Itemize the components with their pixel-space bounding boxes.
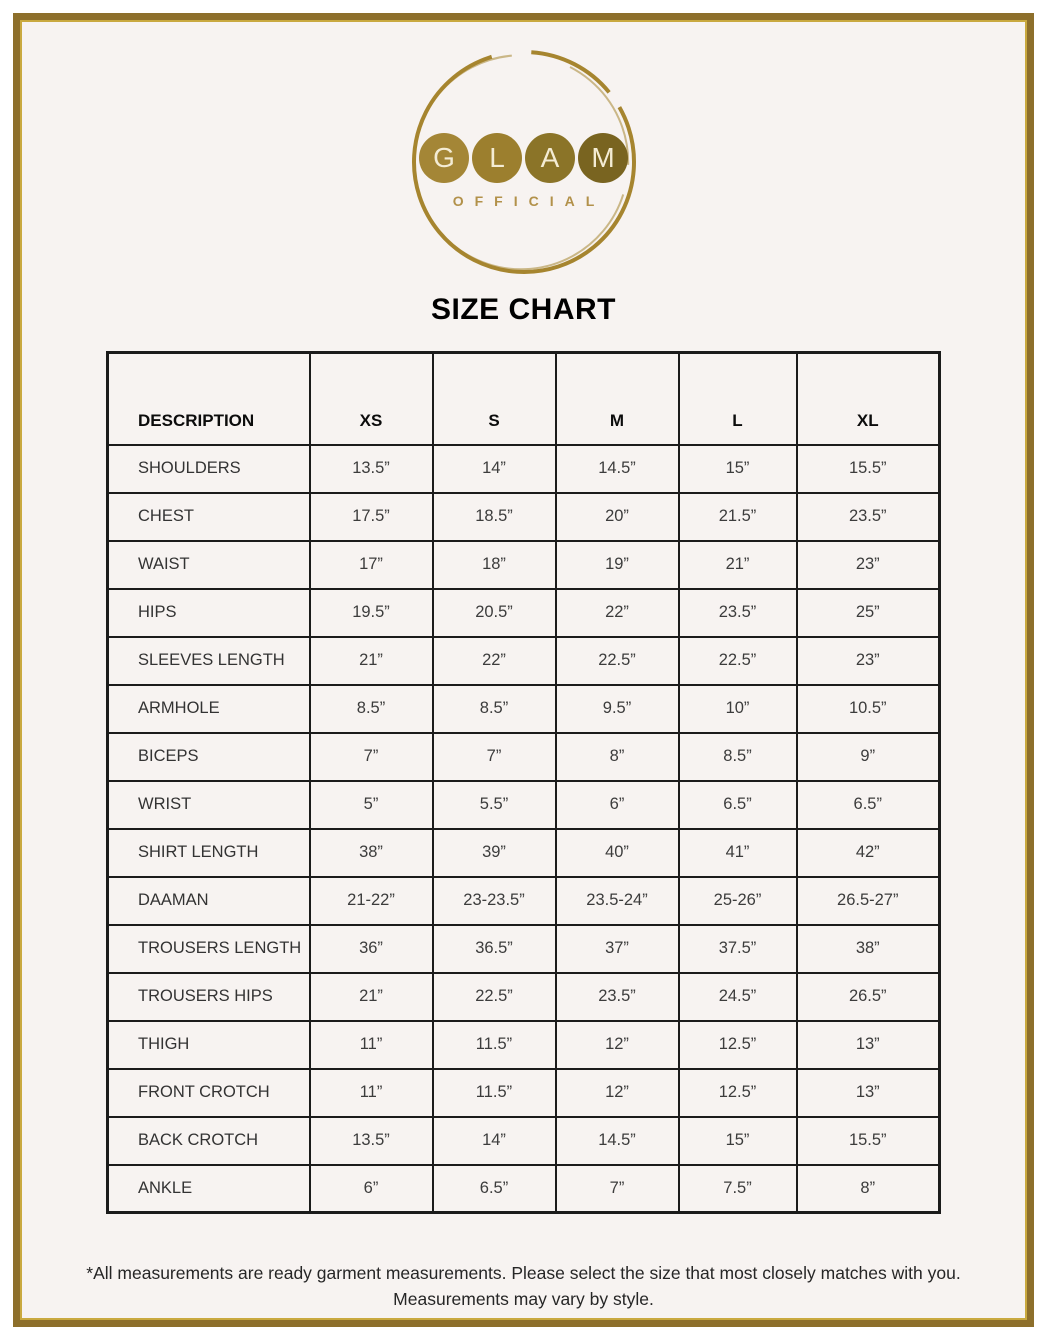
table-row — [108, 925, 940, 973]
row-label: DAAMAN — [108, 877, 310, 925]
cell-value: 7.5” — [679, 1165, 797, 1213]
column-header-xs: XS — [310, 353, 433, 445]
cell-value: 6.5” — [797, 781, 940, 829]
cell-value: 22.5” — [433, 973, 556, 1021]
logo-letter-circle: L — [472, 133, 522, 183]
cell-value: 21” — [679, 541, 797, 589]
cell-value: 36.5” — [433, 925, 556, 973]
cell-value: 13.5” — [310, 1117, 433, 1165]
cell-value: 36” — [310, 925, 433, 973]
cell-value: 10” — [679, 685, 797, 733]
cell-value: 5.5” — [433, 781, 556, 829]
cell-value: 17” — [310, 541, 433, 589]
footnote-line-1: *All measurements are ready garment measurements. Please select the size that most closely matches with you. — [86, 1263, 961, 1283]
logo-letters — [394, 133, 654, 183]
cell-value: 8.5” — [310, 685, 433, 733]
cell-value: 17.5” — [310, 493, 433, 541]
cell-value: 7” — [556, 1165, 679, 1213]
logo-letter-circle: A — [525, 133, 575, 183]
brand-logo — [394, 47, 654, 285]
row-label: CHEST — [108, 493, 310, 541]
cell-value: 22.5” — [556, 637, 679, 685]
cell-value: 8.5” — [433, 685, 556, 733]
row-label: FRONT CROTCH — [108, 1069, 310, 1117]
cell-value: 14.5” — [556, 1117, 679, 1165]
logo-letter-circle: M — [578, 133, 628, 183]
cell-value: 20.5” — [433, 589, 556, 637]
page-title: SIZE CHART — [431, 293, 616, 326]
footnote — [20, 1260, 1027, 1313]
row-label: ARMHOLE — [108, 685, 310, 733]
logo-subtitle: OFFICIAL — [452, 193, 606, 209]
cell-value: 5” — [310, 781, 433, 829]
table-row — [108, 781, 940, 829]
cell-value: 14” — [433, 1117, 556, 1165]
row-label: HIPS — [108, 589, 310, 637]
row-label: BACK CROTCH — [108, 1117, 310, 1165]
cell-value: 12” — [556, 1069, 679, 1117]
cell-value: 23” — [797, 541, 940, 589]
cell-value: 13.5” — [310, 445, 433, 493]
cell-value: 13” — [797, 1069, 940, 1117]
column-header-xl: XL — [797, 353, 940, 445]
column-header-m: M — [556, 353, 679, 445]
table-row — [108, 541, 940, 589]
cell-value: 6” — [310, 1165, 433, 1213]
cell-value: 8” — [797, 1165, 940, 1213]
footnote-line-2: Measurements may vary by style. — [393, 1289, 654, 1310]
cell-value: 42” — [797, 829, 940, 877]
cell-value: 15” — [679, 1117, 797, 1165]
cell-value: 25” — [797, 589, 940, 637]
table-row — [108, 973, 940, 1021]
header-row — [108, 353, 940, 445]
cell-value: 23.5-24” — [556, 877, 679, 925]
cell-value: 23-23.5” — [433, 877, 556, 925]
gold-frame — [13, 13, 1034, 1327]
size-table-body — [108, 445, 940, 1213]
table-row — [108, 1021, 940, 1069]
cell-value: 12” — [556, 1021, 679, 1069]
column-header-s: S — [433, 353, 556, 445]
cell-value: 39” — [433, 829, 556, 877]
row-label: ANKLE — [108, 1165, 310, 1213]
table-row — [108, 445, 940, 493]
table-row — [108, 733, 940, 781]
cell-value: 21-22” — [310, 877, 433, 925]
table-row — [108, 1069, 940, 1117]
cell-value: 11.5” — [433, 1021, 556, 1069]
table-row — [108, 637, 940, 685]
cell-value: 23.5” — [556, 973, 679, 1021]
size-table-header — [108, 353, 940, 445]
row-label: WAIST — [108, 541, 310, 589]
cell-value: 37.5” — [679, 925, 797, 973]
cell-value: 8” — [556, 733, 679, 781]
cell-value: 10.5” — [797, 685, 940, 733]
table-row — [108, 685, 940, 733]
cell-value: 19” — [556, 541, 679, 589]
table-row — [108, 1165, 940, 1213]
row-label: SLEEVES LENGTH — [108, 637, 310, 685]
cell-value: 6” — [556, 781, 679, 829]
cell-value: 38” — [797, 925, 940, 973]
size-table — [106, 351, 941, 1214]
column-header-description: DESCRIPTION — [108, 353, 310, 445]
table-row — [108, 829, 940, 877]
cell-value: 22” — [556, 589, 679, 637]
cell-value: 9.5” — [556, 685, 679, 733]
cell-value: 13” — [797, 1021, 940, 1069]
row-label: WRIST — [108, 781, 310, 829]
column-header-l: L — [679, 353, 797, 445]
row-label: THIGH — [108, 1021, 310, 1069]
row-label: BICEPS — [108, 733, 310, 781]
cell-value: 14” — [433, 445, 556, 493]
cell-value: 23.5” — [679, 589, 797, 637]
cell-value: 26.5” — [797, 973, 940, 1021]
cell-value: 38” — [310, 829, 433, 877]
cell-value: 11.5” — [433, 1069, 556, 1117]
cell-value: 6.5” — [679, 781, 797, 829]
table-row — [108, 877, 940, 925]
cell-value: 7” — [433, 733, 556, 781]
cell-value: 41” — [679, 829, 797, 877]
cell-value: 12.5” — [679, 1021, 797, 1069]
table-row — [108, 493, 940, 541]
cell-value: 15” — [679, 445, 797, 493]
cell-value: 6.5” — [433, 1165, 556, 1213]
cell-value: 15.5” — [797, 445, 940, 493]
row-label: SHIRT LENGTH — [108, 829, 310, 877]
cell-value: 14.5” — [556, 445, 679, 493]
cell-value: 22” — [433, 637, 556, 685]
cell-value: 12.5” — [679, 1069, 797, 1117]
cell-value: 21” — [310, 637, 433, 685]
cell-value: 24.5” — [679, 973, 797, 1021]
cell-value: 9” — [797, 733, 940, 781]
cell-value: 18.5” — [433, 493, 556, 541]
cell-value: 19.5” — [310, 589, 433, 637]
cell-value: 40” — [556, 829, 679, 877]
cell-value: 23.5” — [797, 493, 940, 541]
logo-letter-circle: G — [419, 133, 469, 183]
cell-value: 15.5” — [797, 1117, 940, 1165]
cell-value: 7” — [310, 733, 433, 781]
row-label: SHOULDERS — [108, 445, 310, 493]
table-row — [108, 1117, 940, 1165]
cell-value: 22.5” — [679, 637, 797, 685]
cell-value: 23” — [797, 637, 940, 685]
cell-value: 20” — [556, 493, 679, 541]
cell-value: 25-26” — [679, 877, 797, 925]
cell-value: 37” — [556, 925, 679, 973]
cell-value: 11” — [310, 1021, 433, 1069]
cell-value: 11” — [310, 1069, 433, 1117]
cell-value: 26.5-27” — [797, 877, 940, 925]
cell-value: 8.5” — [679, 733, 797, 781]
row-label: TROUSERS LENGTH — [108, 925, 310, 973]
table-row — [108, 589, 940, 637]
cell-value: 21” — [310, 973, 433, 1021]
cell-value: 21.5” — [679, 493, 797, 541]
row-label: TROUSERS HIPS — [108, 973, 310, 1021]
cell-value: 18” — [433, 541, 556, 589]
